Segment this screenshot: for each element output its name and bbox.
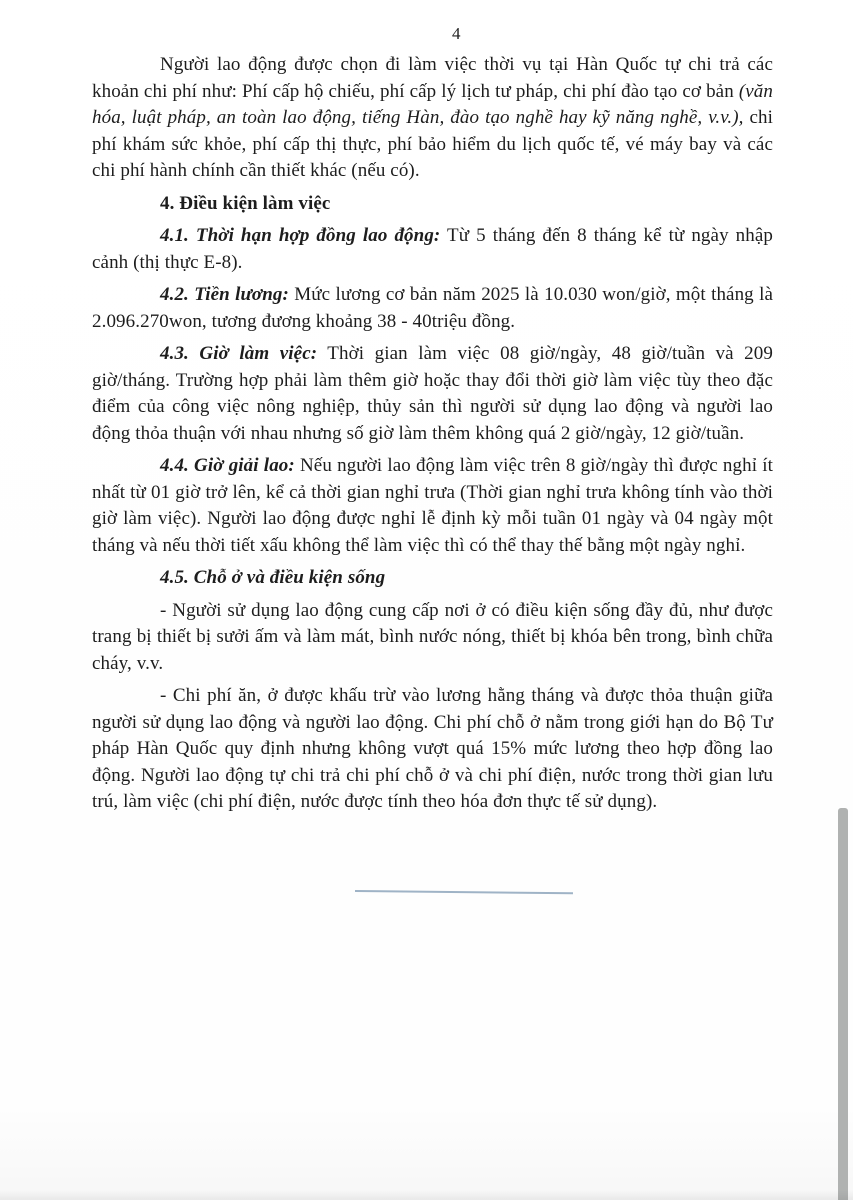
section-4-2-lead: 4.2. Tiền lương: [160,284,289,305]
intro-text-end: chi phí khám sức khỏe, phí cấp thị thực, phí bảo hiểm du lịch quốc tế, vé máy bay và các chi phí hành chính cần thiết khác (nếu có). [92,107,773,181]
section-4-1-lead: 4.1. Thời hạn hợp đồng lao động: [160,225,441,246]
section-4-1-paragraph [92,223,773,276]
section-4-3-paragraph [92,341,773,447]
section-4-4-body: Nếu người lao động làm việc trên 8 giờ/ngày thì được nghỉ ít nhất từ 01 giờ trở lên, kể cả thời gian nghỉ trưa (Thời gian nghỉ trưa không tính vào thời giờ làm việc). Người lao động được nghỉ lễ định kỳ mỗi tuần 01 ngày và 04 ngày một tháng và nếu thời tiết xấu không thể làm việc thì có thể thay thế bằng một ngày nghỉ. [92,455,773,556]
document-body [92,52,773,822]
page-number: 4 [452,24,461,43]
section-4-3-body: Thời gian làm việc 08 giờ/ngày, 48 giờ/tuần và 209 giờ/tháng. Trường hợp phải làm thêm giờ hoặc thay đổi thời giờ làm việc tùy theo đặc điểm của công việc nông nghiệp, thủy sản thì người sử dụng lao động và người lao động thỏa thuận với nhau nhưng số giờ làm thêm không quá 2 giờ/ngày, 12 giờ/tuần. [92,343,773,444]
housing-bullet-1: - Người sử dụng lao động cung cấp nơi ở có điều kiện sống đầy đủ, như được trang bị thiết bị sưởi ấm và làm mát, bình nước nóng, thiết bị khóa bên trong, bình chữa cháy, v.v. [92,599,773,674]
paragraph-intro [92,52,773,185]
section-4-1-body: Từ 5 tháng đến 8 tháng kể từ ngày nhập cảnh (thị thực E-8). [92,225,773,273]
separator-line [355,890,573,894]
housing-bullet-2: - Chi phí ăn, ở được khấu trừ vào lương hằng tháng và được thỏa thuận giữa người sử dụng lao động và người lao động. Chi phí chỗ ở nằm trong giới hạn do Bộ Tư pháp Hàn Quốc quy định nhưng không vượt quá 15% mức lương theo hợp đồng lao động. Người lao động tự chi trả chi phí chỗ ở và chi phí điện, nước trong thời gian lưu trú, làm việc (chi phí điện, nước được tính theo hóa đơn thực tế sử dụng). [92,685,773,812]
section-4-heading: 4. Điều kiện làm việc [160,192,331,214]
page-bottom-shade [0,1190,853,1200]
section-4-2-paragraph [92,282,773,335]
intro-text-start: Người lao động được chọn đi làm việc thời vụ tại Hàn Quốc tự chi trả các khoản chi phí như: Phí cấp hộ chiếu, phí cấp lý lịch tư pháp, chi phí đào tạo cơ bản [92,54,773,102]
section-4-4-paragraph [92,453,773,559]
section-4-5-heading: 4.5. Chỗ ở và điều kiện sống [160,567,386,588]
section-4-2-body: Mức lương cơ bản năm 2025 là 10.030 won/giờ, một tháng là 2.096.270won, tương đương khoảng 38 - 40triệu đồng. [92,284,773,332]
section-4-4-lead: 4.4. Giờ giải lao: [160,455,295,476]
scrollbar-thumb[interactable] [838,808,848,1200]
section-4-3-lead: 4.3. Giờ làm việc: [160,343,318,364]
intro-text-italic-note: (văn hóa, luật pháp, an toàn lao động, tiếng Hàn, đào tạo nghề hay kỹ năng nghề, v.v.), [92,80,773,128]
